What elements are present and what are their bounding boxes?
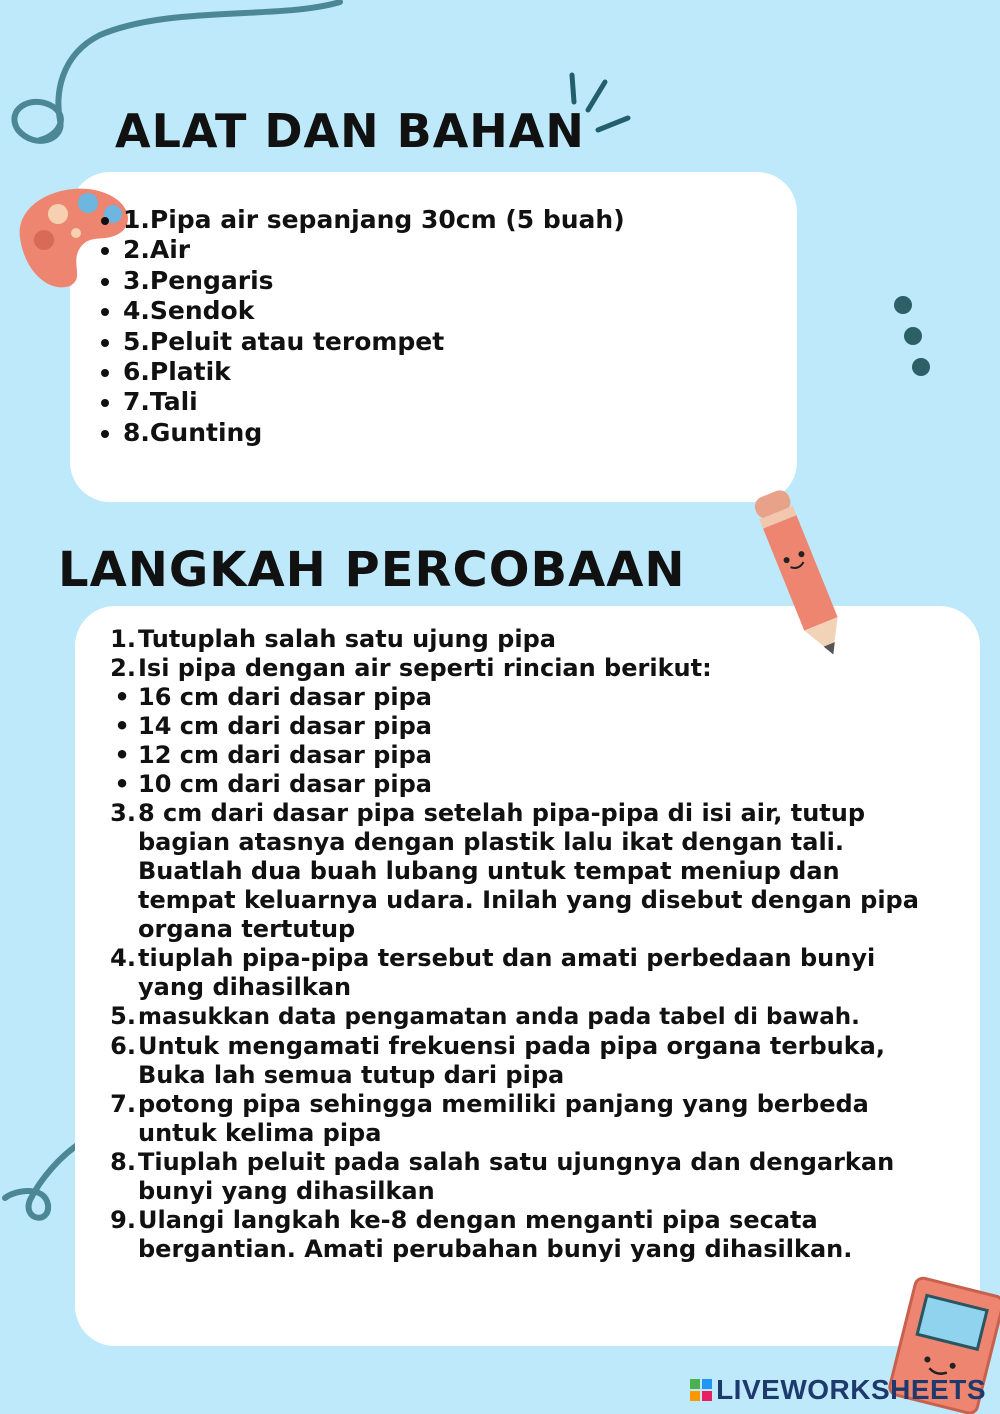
- step-number: 2.: [110, 654, 136, 682]
- step-item: [106, 1032, 926, 1090]
- bullet-marker: •: [114, 712, 130, 740]
- step-item: [106, 654, 926, 683]
- step-text: Untuk mengamati frekuensi pada pipa organa terbuka, Buka lah semua tutup dari pipa: [138, 1032, 885, 1089]
- section-title-langkah-percobaan: LANGKAH PERCOBAAN: [58, 542, 686, 598]
- step-text: 12 cm dari dasar pipa: [138, 741, 432, 769]
- step-text: masukkan data pengamatan anda pada tabel di bawah.: [138, 1004, 860, 1030]
- dots-decoration: [885, 290, 945, 385]
- step-item: [106, 712, 926, 741]
- list-item: • 7.Tali: [123, 387, 625, 417]
- step-item: [106, 770, 926, 799]
- step-text: Tiuplah peluit pada salah satu ujungnya dan dengarkan bunyi yang dihasilkan: [138, 1148, 895, 1205]
- step-item: [106, 944, 926, 1002]
- list-item: • 5.Peluit atau terompet: [123, 327, 625, 357]
- list-item: • 8.Gunting: [123, 418, 625, 448]
- bullet-marker: •: [114, 770, 130, 798]
- step-number: 5.: [110, 1002, 136, 1030]
- langkah-percobaan-list: [106, 625, 926, 1264]
- step-text: tiuplah pipa-pipa tersebut dan amati perbedaan bunyi yang dihasilkan: [138, 944, 876, 1001]
- liveworksheets-logo-icon: [690, 1379, 712, 1401]
- step-text: Tutuplah salah satu ujung pipa: [138, 625, 556, 653]
- step-text: 8 cm dari dasar pipa setelah pipa-pipa di isi air, tutup bagian atasnya dengan plastik lalu ikat dengan tali. Buatlah dua buah lubang untuk tempat meniup dan tempat keluarnya udara. Inilah yang disebut dengan pipa organa tertutup: [138, 799, 919, 943]
- step-item: [106, 1206, 926, 1264]
- step-number: 4.: [110, 944, 136, 972]
- step-text: potong pipa sehingga memiliki panjang yang berbeda untuk kelima pipa: [138, 1090, 869, 1147]
- step-number: 3.: [110, 799, 136, 827]
- alat-dan-bahan-list: [93, 205, 625, 448]
- list-item: • 3.Pengaris: [123, 266, 625, 296]
- list-item: • 4.Sendok: [123, 296, 625, 326]
- step-number: 8.: [110, 1148, 136, 1176]
- step-item: [106, 1148, 926, 1206]
- watermark-text: LIVEWORKSHEETS: [716, 1374, 986, 1405]
- step-text: Ulangi langkah ke-8 dengan menganti pipa secata bergantian. Amati perubahan bunyi yang dihasilkan.: [138, 1206, 853, 1263]
- step-item: [106, 1090, 926, 1148]
- list-item: • 6.Platik: [123, 357, 625, 387]
- step-item: [106, 799, 926, 944]
- liveworksheets-watermark: [690, 1374, 986, 1406]
- section-title-alat-dan-bahan: ALAT DAN BAHAN: [115, 104, 585, 158]
- step-number: 7.: [110, 1090, 136, 1118]
- bullet-marker: •: [114, 683, 130, 711]
- bullet-marker: •: [114, 741, 130, 769]
- step-text: 16 cm dari dasar pipa: [138, 683, 432, 711]
- step-number: 6.: [110, 1032, 136, 1060]
- step-text: 14 cm dari dasar pipa: [138, 712, 432, 740]
- step-item: [106, 625, 926, 654]
- step-text: Isi pipa dengan air seperti rincian berikut:: [138, 654, 712, 682]
- step-number: 9.: [110, 1206, 136, 1234]
- step-item: [106, 741, 926, 770]
- list-item: • 2.Air: [123, 235, 625, 265]
- step-number: 1.: [110, 625, 136, 653]
- step-item: [106, 1002, 926, 1032]
- step-text: 10 cm dari dasar pipa: [138, 770, 432, 798]
- step-item: [106, 683, 926, 712]
- list-item: • 1.Pipa air sepanjang 30cm (5 buah): [123, 205, 625, 235]
